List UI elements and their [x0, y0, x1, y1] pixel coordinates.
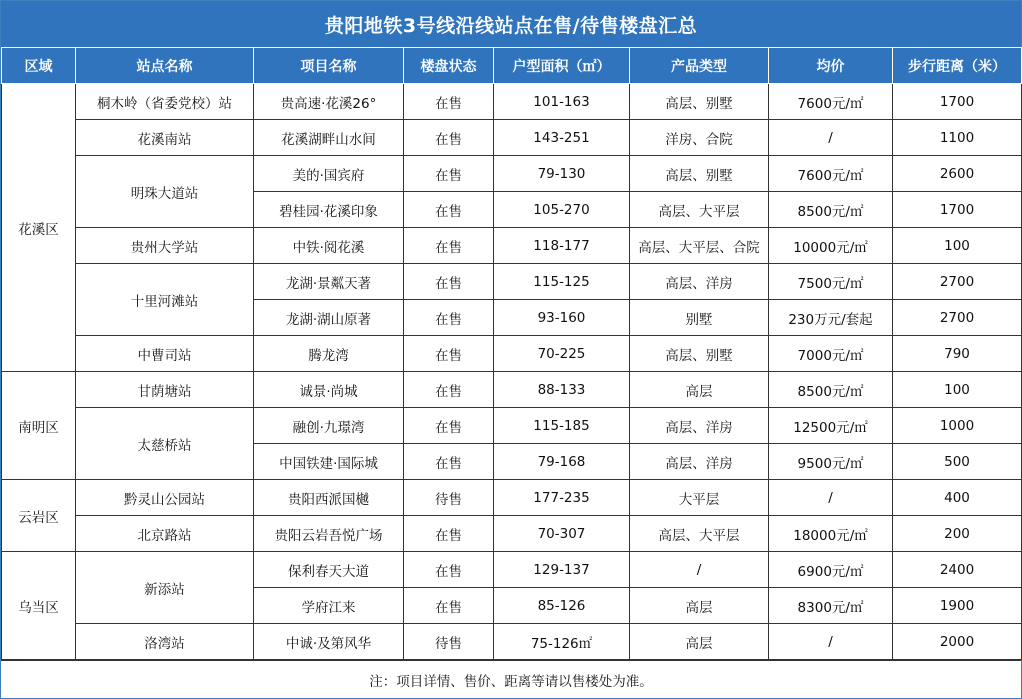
station-cell: 甘荫塘站 — [76, 372, 254, 408]
district-cell: 南明区 — [2, 372, 76, 480]
station-cell: 十里河滩站 — [76, 264, 254, 336]
price-cell: 7600元/㎡ — [769, 156, 893, 192]
status-cell: 在售 — [404, 444, 494, 480]
station-cell: 花溪南站 — [76, 120, 254, 156]
distance-cell: 200 — [893, 516, 1022, 552]
status-cell: 在售 — [404, 156, 494, 192]
status-cell: 在售 — [404, 552, 494, 588]
status-cell: 待售 — [404, 624, 494, 660]
table-row — [2, 228, 1022, 264]
project-cell: 中国铁建·国际城 — [254, 444, 404, 480]
status-cell: 在售 — [404, 588, 494, 624]
header-station: 站点名称 — [76, 48, 254, 84]
project-cell: 学府江来 — [254, 588, 404, 624]
table-row — [2, 408, 1022, 444]
area-cell: 118-177 — [494, 228, 630, 264]
table-row — [2, 372, 1022, 408]
project-cell: 贵阳云岩吾悦广场 — [254, 516, 404, 552]
status-cell: 在售 — [404, 84, 494, 120]
station-cell: 明珠大道站 — [76, 156, 254, 228]
table-row — [2, 552, 1022, 588]
project-cell: 贵高速·花溪26° — [254, 84, 404, 120]
area-cell: 79-168 — [494, 444, 630, 480]
project-cell: 贵阳西派国樾 — [254, 480, 404, 516]
price-cell: 6900元/㎡ — [769, 552, 893, 588]
price-cell: 8300元/㎡ — [769, 588, 893, 624]
table-row — [2, 264, 1022, 300]
distance-cell: 100 — [893, 228, 1022, 264]
project-cell: 龙湖·景粼天著 — [254, 264, 404, 300]
distance-cell: 2400 — [893, 552, 1022, 588]
distance-cell: 2600 — [893, 156, 1022, 192]
price-cell: 12500元/㎡ — [769, 408, 893, 444]
distance-cell: 400 — [893, 480, 1022, 516]
property-table — [1, 47, 1022, 660]
distance-cell: 2700 — [893, 300, 1022, 336]
price-cell: / — [769, 624, 893, 660]
project-cell: 龙湖·湖山原著 — [254, 300, 404, 336]
project-cell: 花溪湖畔山水间 — [254, 120, 404, 156]
area-cell: 177-235 — [494, 480, 630, 516]
area-cell: 75-126㎡ — [494, 624, 630, 660]
footnote: 注：项目详情、售价、距离等请以售楼处为准。 — [1, 660, 1021, 698]
type-cell: / — [630, 552, 769, 588]
table-row — [2, 156, 1022, 192]
table-row — [2, 624, 1022, 660]
price-cell: / — [769, 480, 893, 516]
distance-cell: 1900 — [893, 588, 1022, 624]
status-cell: 在售 — [404, 336, 494, 372]
header-district: 区域 — [2, 48, 76, 84]
project-cell: 腾龙湾 — [254, 336, 404, 372]
price-cell: 8500元/㎡ — [769, 372, 893, 408]
area-cell: 105-270 — [494, 192, 630, 228]
station-cell: 中曹司站 — [76, 336, 254, 372]
table-row — [2, 480, 1022, 516]
price-cell: 230万元/套起 — [769, 300, 893, 336]
header-row — [2, 48, 1022, 84]
type-cell: 别墅 — [630, 300, 769, 336]
price-cell: 18000元/㎡ — [769, 516, 893, 552]
price-cell: 7500元/㎡ — [769, 264, 893, 300]
type-cell: 高层、洋房 — [630, 264, 769, 300]
header-project: 项目名称 — [254, 48, 404, 84]
table-row — [2, 516, 1022, 552]
project-cell: 中铁·阅花溪 — [254, 228, 404, 264]
sheet-title: 贵阳地铁3号线沿线站点在售/待售楼盘汇总 — [1, 1, 1021, 47]
area-cell: 129-137 — [494, 552, 630, 588]
distance-cell: 1700 — [893, 84, 1022, 120]
distance-cell: 1000 — [893, 408, 1022, 444]
area-cell: 115-125 — [494, 264, 630, 300]
district-cell: 花溪区 — [2, 84, 76, 372]
distance-cell: 1700 — [893, 192, 1022, 228]
price-cell: 7600元/㎡ — [769, 84, 893, 120]
distance-cell: 2000 — [893, 624, 1022, 660]
station-cell: 黔灵山公园站 — [76, 480, 254, 516]
table-row — [2, 336, 1022, 372]
type-cell: 高层 — [630, 624, 769, 660]
header-price: 均价 — [769, 48, 893, 84]
area-cell: 93-160 — [494, 300, 630, 336]
station-cell: 太慈桥站 — [76, 408, 254, 480]
table-row — [2, 84, 1022, 120]
type-cell: 高层、大平层 — [630, 516, 769, 552]
distance-cell: 2700 — [893, 264, 1022, 300]
district-cell: 云岩区 — [2, 480, 76, 552]
price-cell: 7000元/㎡ — [769, 336, 893, 372]
project-cell: 诚景·尚城 — [254, 372, 404, 408]
header-status: 楼盘状态 — [404, 48, 494, 84]
distance-cell: 100 — [893, 372, 1022, 408]
status-cell: 在售 — [404, 192, 494, 228]
status-cell: 在售 — [404, 228, 494, 264]
type-cell: 高层、洋房 — [630, 444, 769, 480]
status-cell: 待售 — [404, 480, 494, 516]
header-area: 户型面积（㎡） — [494, 48, 630, 84]
status-cell: 在售 — [404, 300, 494, 336]
price-cell: 9500元/㎡ — [769, 444, 893, 480]
project-cell: 保利春天大道 — [254, 552, 404, 588]
area-cell: 70-225 — [494, 336, 630, 372]
type-cell: 高层 — [630, 372, 769, 408]
type-cell: 高层、大平层 — [630, 192, 769, 228]
station-cell: 洛湾站 — [76, 624, 254, 660]
distance-cell: 1100 — [893, 120, 1022, 156]
station-cell: 北京路站 — [76, 516, 254, 552]
station-cell: 新添站 — [76, 552, 254, 624]
project-cell: 融创·九璟湾 — [254, 408, 404, 444]
station-cell: 桐木岭（省委党校）站 — [76, 84, 254, 120]
type-cell: 洋房、合院 — [630, 120, 769, 156]
table-row — [2, 120, 1022, 156]
project-cell: 碧桂园·花溪印象 — [254, 192, 404, 228]
area-cell: 143-251 — [494, 120, 630, 156]
type-cell: 高层、洋房 — [630, 408, 769, 444]
project-cell: 美的·国宾府 — [254, 156, 404, 192]
header-type: 产品类型 — [630, 48, 769, 84]
area-cell: 115-185 — [494, 408, 630, 444]
project-cell: 中诚·及第风华 — [254, 624, 404, 660]
area-cell: 88-133 — [494, 372, 630, 408]
distance-cell: 790 — [893, 336, 1022, 372]
status-cell: 在售 — [404, 408, 494, 444]
price-cell: / — [769, 120, 893, 156]
price-cell: 10000元/㎡ — [769, 228, 893, 264]
price-cell: 8500元/㎡ — [769, 192, 893, 228]
area-cell: 79-130 — [494, 156, 630, 192]
status-cell: 在售 — [404, 120, 494, 156]
status-cell: 在售 — [404, 516, 494, 552]
status-cell: 在售 — [404, 264, 494, 300]
district-cell: 乌当区 — [2, 552, 76, 660]
status-cell: 在售 — [404, 372, 494, 408]
header-distance: 步行距离（米） — [893, 48, 1022, 84]
type-cell: 高层、别墅 — [630, 156, 769, 192]
area-cell: 101-163 — [494, 84, 630, 120]
station-cell: 贵州大学站 — [76, 228, 254, 264]
type-cell: 高层、别墅 — [630, 336, 769, 372]
type-cell: 高层、大平层、合院 — [630, 228, 769, 264]
distance-cell: 500 — [893, 444, 1022, 480]
type-cell: 高层、别墅 — [630, 84, 769, 120]
area-cell: 85-126 — [494, 588, 630, 624]
area-cell: 70-307 — [494, 516, 630, 552]
type-cell: 大平层 — [630, 480, 769, 516]
type-cell: 高层 — [630, 588, 769, 624]
